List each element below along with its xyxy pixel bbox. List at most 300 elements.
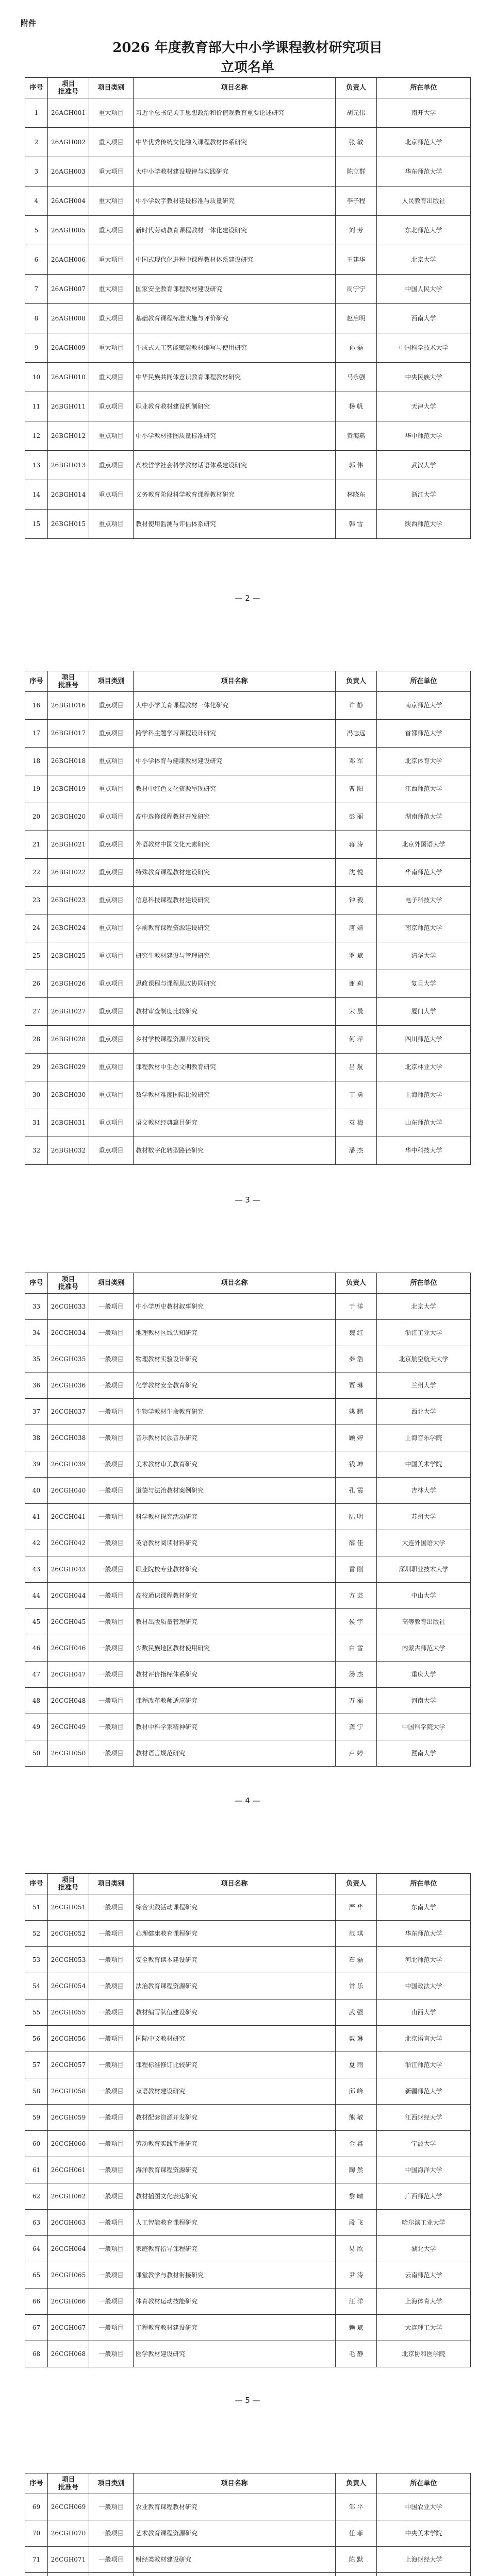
header-leader — [336, 671, 377, 692]
cell-seq: 12 — [25, 421, 48, 451]
cell-project-name: 艺术教育课程资源研究 — [134, 2520, 336, 2547]
cell-seq: 3 — [25, 157, 48, 187]
cell-seq: 53 — [25, 1947, 48, 1973]
cell-leader: 孔 霞 — [336, 1478, 377, 1504]
cell-code: 26CGH039 — [48, 1451, 89, 1478]
cell-leader: 何 萍 — [336, 1026, 377, 1054]
cell-leader: 段 飞 — [336, 2210, 377, 2236]
cell-project-name: 教材审查制度比较研究 — [134, 998, 336, 1026]
cell-project-name: 学前教育课程资源建设研究 — [134, 914, 336, 942]
cell-project-name: 生物学教材生命教育研究 — [134, 1399, 336, 1425]
cell-category: 重点项目 — [89, 1109, 134, 1137]
cell-category: 一般项目 — [89, 2520, 134, 2547]
cell-project-name: 大中小学教材建设规律与实践研究 — [134, 157, 336, 187]
cell-unit: 中国美术学院 — [377, 1451, 471, 1478]
cell-category: 重大项目 — [89, 304, 134, 333]
table-row — [25, 245, 471, 275]
cell-unit: 北京大学 — [377, 1294, 471, 1320]
cell-category: 一般项目 — [89, 1504, 134, 1530]
cell-seq: 6 — [25, 245, 48, 275]
cell-code: 26CGH041 — [48, 1504, 89, 1530]
cell-unit: 厦门大学 — [377, 998, 471, 1026]
cell-code: 26BGH026 — [48, 970, 89, 998]
cell-code: 26AGH002 — [48, 128, 89, 157]
cell-leader: 汪 洋 — [336, 2289, 377, 2315]
header-name — [134, 1273, 336, 1294]
table-row — [25, 98, 471, 128]
cell-category: 重点项目 — [89, 421, 134, 451]
cell-unit: 华中师范大学 — [377, 421, 471, 451]
header-seq — [25, 1874, 48, 1894]
cell-seq: 17 — [25, 720, 48, 748]
cell-seq: 18 — [25, 748, 48, 775]
table-header-row — [25, 78, 471, 98]
cell-leader: 石 磊 — [336, 1947, 377, 1973]
cell-unit: 电子科技大学 — [377, 887, 471, 914]
cell-code: 26CGH060 — [48, 2131, 89, 2157]
table-row — [25, 1026, 471, 1054]
header-code — [48, 1273, 89, 1294]
cell-leader: 白 雪 — [336, 1635, 377, 1662]
cell-code: 26CGH049 — [48, 1714, 89, 1740]
cell-code: 26CGH036 — [48, 1372, 89, 1399]
cell-unit: 中国政法大学 — [377, 1973, 471, 1999]
cell-code: 26BGH013 — [48, 451, 89, 480]
cell-category: 一般项目 — [89, 1662, 134, 1688]
cell-leader: 潘 杰 — [336, 1137, 377, 1165]
table-row — [25, 2052, 471, 2078]
cell-leader: 薛 佳 — [336, 1530, 377, 1556]
cell-seq: 62 — [25, 2183, 48, 2210]
cell-category: 重点项目 — [89, 887, 134, 914]
cell-code: 26BGH020 — [48, 803, 89, 831]
header-leader-text: 负责人 — [345, 2480, 366, 2487]
cell-leader: 曹 阳 — [336, 775, 377, 803]
table-row — [25, 2183, 471, 2210]
cell-unit: 新疆师范大学 — [377, 2078, 471, 2105]
table-row — [25, 2026, 471, 2052]
cell-unit: 四川师范大学 — [377, 1026, 471, 1054]
header-category — [89, 2473, 134, 2494]
table-row — [25, 1137, 471, 1165]
cell-seq: 21 — [25, 831, 48, 859]
header-code — [48, 671, 89, 692]
cell-seq: 32 — [25, 1137, 48, 1165]
table-row — [25, 2289, 471, 2315]
header-name-text: 项目名称 — [221, 677, 248, 685]
cell-unit: 中国人民大学 — [377, 275, 471, 304]
cell-unit: 武汉大学 — [377, 451, 471, 480]
cell-unit: 浙江大学 — [377, 480, 471, 510]
header-code-text: 项目 — [61, 1876, 75, 1884]
cell-project-name: 语文教材经典篇目研究 — [134, 1109, 336, 1137]
cell-project-name: 教材使用监测与评估体系研究 — [134, 510, 336, 539]
cell-code: 26BGH029 — [48, 1054, 89, 1081]
cell-leader: 钟 毅 — [336, 887, 377, 914]
cell-category: 重点项目 — [89, 720, 134, 748]
cell-project-name: 中华民族共同体意识教育课程教材研究 — [134, 363, 336, 392]
page-number: — 3 — — [235, 1195, 260, 1205]
cell-category: 重点项目 — [89, 748, 134, 775]
cell-seq: 71 — [25, 2547, 48, 2573]
table-row — [25, 1399, 471, 1425]
cell-seq: 1 — [25, 98, 48, 128]
cell-project-name: 课堂教学与教材衔接研究 — [134, 2262, 336, 2289]
cell-unit: 江西师范大学 — [377, 775, 471, 803]
table-row — [25, 1504, 471, 1530]
page-number: — 2 — — [235, 594, 260, 603]
cell-category: 重点项目 — [89, 1054, 134, 1081]
cell-category: 一般项目 — [89, 1635, 134, 1662]
cell-leader: 卢 婷 — [336, 1740, 377, 1767]
cell-unit: 清华大学 — [377, 942, 471, 970]
table-row — [25, 1947, 471, 1973]
cell-unit: 高等教育出版社 — [377, 1609, 471, 1635]
cell-category: 一般项目 — [89, 2315, 134, 2341]
page-number: — 5 — — [235, 2396, 260, 2405]
cell-code: 26CGH069 — [48, 2494, 89, 2520]
table-row — [25, 2494, 471, 2520]
cell-leader: 赵启明 — [336, 304, 377, 333]
cell-leader: 沈 悦 — [336, 859, 377, 887]
cell-unit: 北京林业大学 — [377, 1054, 471, 1081]
table-row — [25, 1740, 471, 1767]
cell-unit: 江西财经大学 — [377, 2105, 471, 2131]
cell-unit — [377, 2573, 471, 2576]
cell-category: 一般项目 — [89, 1947, 134, 1973]
header-leader — [336, 1874, 377, 1894]
table-row — [25, 2573, 471, 2576]
header-category-text: 项目类别 — [97, 1279, 125, 1287]
cell-unit: 北京外国语大学 — [377, 831, 471, 859]
cell-seq: 36 — [25, 1372, 48, 1399]
cell-code: 26CGH059 — [48, 2105, 89, 2131]
header-unit — [377, 671, 471, 692]
header-code-text: 项目 — [61, 1275, 75, 1283]
cell-code: 26CGH034 — [48, 1320, 89, 1346]
header-unit-text: 所在单位 — [410, 84, 437, 92]
cell-seq: 14 — [25, 480, 48, 510]
cell-category: 重大项目 — [89, 157, 134, 187]
cell-unit: 南京师范大学 — [377, 692, 471, 720]
cell-leader: 周宁宁 — [336, 275, 377, 304]
cell-unit: 华东师范大学 — [377, 157, 471, 187]
table-row — [25, 1530, 471, 1556]
cell-category: 一般项目 — [89, 2131, 134, 2157]
cell-unit: 湖南师范大学 — [377, 803, 471, 831]
table-row — [25, 451, 471, 480]
cell-project-name: 高校哲学社会科学教材话语体系建设研究 — [134, 451, 336, 480]
header-leader-text: 负责人 — [345, 84, 366, 92]
cell-code — [48, 2573, 89, 2576]
cell-project-name: 教材编写队伍建设研究 — [134, 1999, 336, 2026]
cell-seq: 51 — [25, 1894, 48, 1921]
cell-category: 一般项目 — [89, 2236, 134, 2262]
table-row — [25, 1999, 471, 2026]
cell-leader: 陈立群 — [336, 157, 377, 187]
cell-code: 26BGH014 — [48, 480, 89, 510]
cell-seq: 63 — [25, 2210, 48, 2236]
cell-seq: 49 — [25, 1714, 48, 1740]
cell-project-name: 生成式人工智能赋能教材编写与使用研究 — [134, 333, 336, 363]
table-row — [25, 363, 471, 392]
cell-seq: 60 — [25, 2131, 48, 2157]
cell-category: 一般项目 — [89, 1583, 134, 1609]
header-seq-text: 序号 — [29, 2480, 43, 2487]
cell-category: 一般项目 — [89, 1894, 134, 1921]
cell-unit: 陕西师范大学 — [377, 510, 471, 539]
header-seq — [25, 671, 48, 692]
cell-project-name: 中小学历史教材叙事研究 — [134, 1294, 336, 1320]
cell-leader: 许 静 — [336, 692, 377, 720]
cell-category: 一般项目 — [89, 1346, 134, 1372]
cell-project-name: 中国式现代化进程中课程教材体系建设研究 — [134, 245, 336, 275]
cell-leader: 邓 军 — [336, 748, 377, 775]
table-row — [25, 720, 471, 748]
cell-project-name: 医学教材建设研究 — [134, 2341, 336, 2367]
cell-category: 一般项目 — [89, 2105, 134, 2131]
cell-category: 一般项目 — [89, 2157, 134, 2183]
cell-project-name: 教材中科学家精神研究 — [134, 1714, 336, 1740]
cell-code: 26BGH028 — [48, 1026, 89, 1054]
table-row — [25, 333, 471, 363]
cell-code: 26CGH038 — [48, 1425, 89, 1451]
cell-project-name: 教材出版质量管理研究 — [134, 1609, 336, 1635]
cell-leader: 夏 雨 — [336, 2052, 377, 2078]
table-header-row — [25, 1273, 471, 1294]
cell-unit: 北京语言大学 — [377, 2026, 471, 2052]
cell-leader: 唐 婧 — [336, 914, 377, 942]
cell-leader: 易 欣 — [336, 2236, 377, 2262]
cell-leader: 李子程 — [336, 187, 377, 216]
cell-project-name: 法治教育课程资源研究 — [134, 1973, 336, 1999]
cell-unit: 北京协和医学院 — [377, 2341, 471, 2367]
cell-unit: 华南师范大学 — [377, 859, 471, 887]
cell-seq: 35 — [25, 1346, 48, 1372]
cell-project-name: 乡村学校课程资源开发研究 — [134, 1026, 336, 1054]
cell-seq: 65 — [25, 2262, 48, 2289]
table-row — [25, 392, 471, 421]
cell-project-name: 英语教材阅读材料研究 — [134, 1530, 336, 1556]
cell-unit: 上海师范大学 — [377, 1081, 471, 1109]
cell-project-name: 劳动教育实践手册研究 — [134, 2131, 336, 2157]
header-code-text: 项目 — [61, 2476, 75, 2484]
table-row — [25, 998, 471, 1026]
table-row — [25, 1635, 471, 1662]
header-category — [89, 1874, 134, 1894]
cell-leader: 范 琪 — [336, 1921, 377, 1947]
cell-leader: 熊 敏 — [336, 2105, 377, 2131]
cell-category: 一般项目 — [89, 2494, 134, 2520]
cell-seq: 7 — [25, 275, 48, 304]
cell-category: 一般项目 — [89, 1372, 134, 1399]
header-seq-text: 序号 — [29, 677, 43, 685]
header-unit — [377, 1874, 471, 1894]
cell-project-name: 综合实践活动课程研究 — [134, 1894, 336, 1921]
cell-code: 26CGH062 — [48, 2183, 89, 2210]
table-row — [25, 2315, 471, 2341]
cell-seq: 41 — [25, 1504, 48, 1530]
cell-leader: 顾 婷 — [336, 1425, 377, 1451]
cell-leader: 贾 琳 — [336, 1372, 377, 1399]
table-row — [25, 1346, 471, 1372]
cell-project-name: 职业院校专业教材研究 — [134, 1556, 336, 1583]
table-row — [25, 1894, 471, 1921]
cell-project-name: 双语教材建设研究 — [134, 2078, 336, 2105]
cell-project-name: 跨学科主题学习课程设计研究 — [134, 720, 336, 748]
header-seq — [25, 1273, 48, 1294]
cell-unit: 浙江师范大学 — [377, 2052, 471, 2078]
cell-seq: 44 — [25, 1583, 48, 1609]
cell-seq: 19 — [25, 775, 48, 803]
table-row — [25, 803, 471, 831]
cell-seq: 30 — [25, 1081, 48, 1109]
cell-seq: 58 — [25, 2078, 48, 2105]
cell-leader: 吕 航 — [336, 1054, 377, 1081]
header-name-text: 项目名称 — [221, 1880, 248, 1888]
cell-leader: 彭 丽 — [336, 803, 377, 831]
cell-project-name: 特殊教育课程教材建设研究 — [134, 859, 336, 887]
cell-category: 一般项目 — [89, 2183, 134, 2210]
cell-leader: 武 强 — [336, 1999, 377, 2026]
cell-category: 一般项目 — [89, 1609, 134, 1635]
title-line-2: 立项名单 — [220, 60, 274, 75]
cell-unit: 天津大学 — [377, 392, 471, 421]
cell-seq: 22 — [25, 859, 48, 887]
cell-project-name: 安全教育读本建设研究 — [134, 1947, 336, 1973]
cell-category: 一般项目 — [89, 2262, 134, 2289]
cell-code: 26CGH057 — [48, 2052, 89, 2078]
table-row — [25, 2547, 471, 2573]
cell-seq: 39 — [25, 1451, 48, 1478]
cell-category: 一般项目 — [89, 1478, 134, 1504]
cell-project-name: 地理教材区域认知研究 — [134, 1320, 336, 1346]
cell-unit: 南京师范大学 — [377, 914, 471, 942]
cell-code: 26BGH023 — [48, 887, 89, 914]
cell-seq — [25, 2573, 48, 2576]
cell-seq: 43 — [25, 1556, 48, 1583]
cell-project-name: 美术教材审美教育研究 — [134, 1451, 336, 1478]
cell-code: 26CGH043 — [48, 1556, 89, 1583]
cell-leader: 金 鑫 — [336, 2131, 377, 2157]
cell-category: 一般项目 — [89, 1425, 134, 1451]
cell-leader: 姚 鹏 — [336, 1399, 377, 1425]
cell-seq: 45 — [25, 1609, 48, 1635]
cell-leader: 魏 红 — [336, 1320, 377, 1346]
table-row — [25, 2236, 471, 2262]
table-row — [25, 480, 471, 510]
cell-unit: 内蒙古师范大学 — [377, 1635, 471, 1662]
cell-seq: 59 — [25, 2105, 48, 2131]
cell-leader: 严 华 — [336, 1894, 377, 1921]
cell-code: 26BGH015 — [48, 510, 89, 539]
table-row — [25, 831, 471, 859]
cell-category: 一般项目 — [89, 1999, 134, 2026]
cell-category: 重点项目 — [89, 998, 134, 1026]
cell-unit: 中国科学院大学 — [377, 1714, 471, 1740]
cell-leader: 陆 明 — [336, 1504, 377, 1530]
cell-project-name: 高校通识课程教材研究 — [134, 1583, 336, 1609]
cell-unit: 西南大学 — [377, 304, 471, 333]
cell-category: 一般项目 — [89, 1399, 134, 1425]
cell-project-name: 财经类教材建设研究 — [134, 2547, 336, 2573]
cell-leader: 万 丽 — [336, 1688, 377, 1714]
cell-leader: 刘 芳 — [336, 216, 377, 245]
header-category — [89, 671, 134, 692]
cell-category: 重点项目 — [89, 803, 134, 831]
table-row — [25, 1294, 471, 1320]
cell-leader: 龚 宁 — [336, 1714, 377, 1740]
cell-leader: 孙 磊 — [336, 333, 377, 363]
cell-category: 重点项目 — [89, 480, 134, 510]
cell-code: 26CGH067 — [48, 2315, 89, 2341]
cell-category: 重点项目 — [89, 775, 134, 803]
cell-code: 26AGH001 — [48, 98, 89, 128]
cell-leader: 冯志远 — [336, 720, 377, 748]
header-name-text: 项目名称 — [221, 1279, 248, 1287]
table-row — [25, 1320, 471, 1346]
cell-category: 一般项目 — [89, 2341, 134, 2367]
cell-seq: 25 — [25, 942, 48, 970]
cell-leader: 胡元伟 — [336, 98, 377, 128]
table-row — [25, 510, 471, 539]
table-row — [25, 1109, 471, 1137]
table-row — [25, 2131, 471, 2157]
cell-seq: 66 — [25, 2289, 48, 2315]
cell-unit: 中国科学技术大学 — [377, 333, 471, 363]
cell-leader: 丁 勇 — [336, 1081, 377, 1109]
header-leader — [336, 78, 377, 98]
header-name — [134, 78, 336, 98]
cell-project-name: 习近平总书记关于思想政治和价值观教育重要论述研究 — [134, 98, 336, 128]
cell-seq: 2 — [25, 128, 48, 157]
cell-code: 26AGH010 — [48, 363, 89, 392]
cell-category: 重点项目 — [89, 970, 134, 998]
cell-code: 26AGH006 — [48, 245, 89, 275]
header-code — [48, 78, 89, 98]
cell-leader: 汤 杰 — [336, 1662, 377, 1688]
header-leader-text: 负责人 — [345, 1880, 366, 1888]
cell-unit: 云南师范大学 — [377, 2262, 471, 2289]
cell-category: 重大项目 — [89, 128, 134, 157]
cell-leader: 黄海燕 — [336, 421, 377, 451]
cell-category: 重点项目 — [89, 1137, 134, 1165]
cell-seq: 57 — [25, 2052, 48, 2078]
cell-unit: 吉林大学 — [377, 1478, 471, 1504]
cell-code: 26BGH011 — [48, 392, 89, 421]
header-name — [134, 671, 336, 692]
cell-seq: 10 — [25, 363, 48, 392]
cell-code: 26BGH031 — [48, 1109, 89, 1137]
cell-seq: 23 — [25, 887, 48, 914]
header-unit-text: 所在单位 — [410, 1279, 437, 1287]
cell-seq: 40 — [25, 1478, 48, 1504]
cell-unit: 哈尔滨工业大学 — [377, 2210, 471, 2236]
cell-category: 重点项目 — [89, 859, 134, 887]
cell-project-name: 中小学教材插图质量标准研究 — [134, 421, 336, 451]
cell-project-name: 国际中文教材研究 — [134, 2026, 336, 2052]
cell-leader: 宋 晨 — [336, 998, 377, 1026]
cell-seq: 24 — [25, 914, 48, 942]
cell-leader: 王建华 — [336, 245, 377, 275]
cell-unit: 山西大学 — [377, 1999, 471, 2026]
table-row — [25, 2105, 471, 2131]
cell-unit: 苏州大学 — [377, 1504, 471, 1530]
table-row — [25, 1081, 471, 1109]
cell-category: 一般项目 — [89, 1740, 134, 1767]
table-row — [25, 970, 471, 998]
cell-category: 一般项目 — [89, 1921, 134, 1947]
